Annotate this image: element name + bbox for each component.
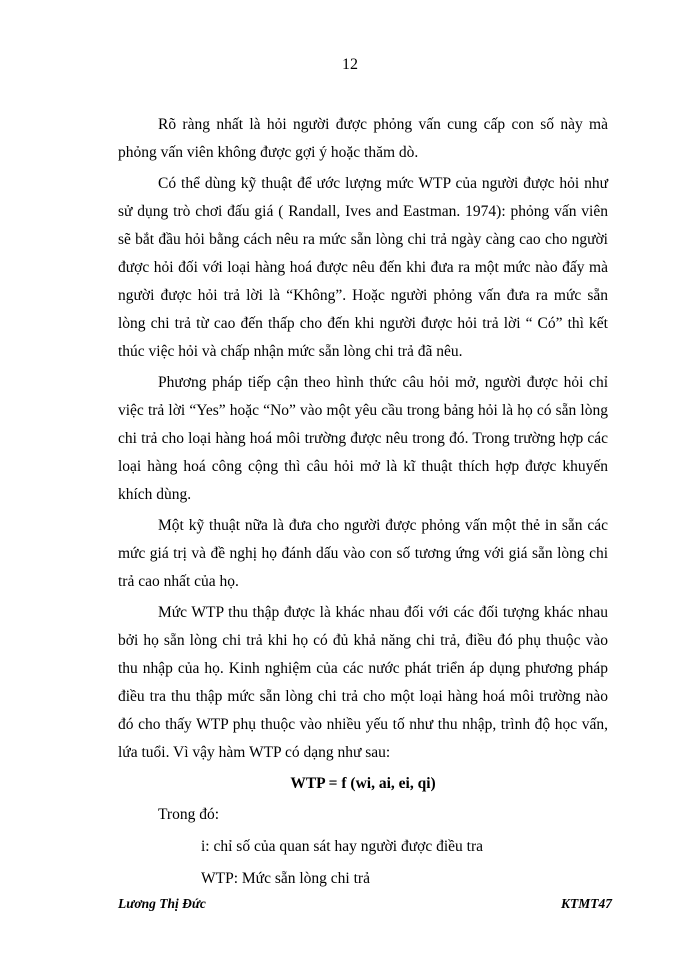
footer-class-code: KTMT47 — [560, 896, 612, 911]
definition-item: WTP: Mức sẵn lòng chi trả — [201, 870, 370, 887]
where-label: Trong đó: — [158, 806, 220, 823]
page-number: 12 — [342, 56, 358, 73]
document-body — [118, 111, 608, 897]
paragraph-direct-question: Rõ ràng nhất là hỏi người được phỏng vấn cung cấp con số này mà phỏng vấn viên không được gợi ý hoặc thăm dò. — [118, 116, 608, 161]
definition-item: i: chỉ số của quan sát hay người được điều tra — [201, 838, 483, 855]
footer-author: Lương Thị Đức — [118, 896, 206, 911]
wtp-formula: WTP = f (wi, ai, ei, qi) — [290, 775, 436, 792]
paragraph-bidding-game: Có thể dùng kỹ thuật để ước lượng mức WTP của người được hỏi như sử dụng trò chơi đấu giá ( Randall, Ives and Eastman. 1974): phỏng vấn viên sẽ bắt đầu hỏi bằng cách nêu ra mức sẵn lòng chi trả ngày càng cao cho người được hỏi đối với loại hàng hoá được nêu đến khi đưa ra một mức nào đấy mà người được hỏi trả lời là “Không”. Hoặc người phỏng vấn đưa ra mức sẵn lòng chi trả từ cao đến thấp cho đến khi người được hỏi trả lời “ Có” thì kết thúc việc hỏi và chấp nhận mức sẵn lòng chi trả đã nêu. — [118, 175, 608, 360]
paragraph-open-question: Phương pháp tiếp cận theo hình thức câu hỏi mở, người được hỏi chỉ việc trả lời “Yes” hoặc “No” vào một yêu cầu trong bảng hỏi là họ có sẵn lòng chi trả cho loại hàng hoá môi trường được nêu trong đó. Trong trường hợp các loại hàng hoá công cộng thì câu hỏi mở là kĩ thuật thích hợp được khuyến khích dùng. — [118, 374, 608, 503]
paragraph-payment-card: Một kỹ thuật nữa là đưa cho người được phỏng vấn một thẻ in sẵn các mức giá trị và đề nghị họ đánh dấu vào con số tương ứng với giá sẵn lòng chi trả cao nhất của họ. — [118, 517, 608, 590]
paragraph-wtp-function: Mức WTP thu thập được là khác nhau đối với các đối tượng khác nhau bởi họ sẵn lòng chi trả khi họ có đủ khả năng chi trả, điều đó phụ thuộc vào thu nhập của họ. Kinh nghiệm của các nước phát triển áp dụng phương pháp điều tra thu thập mức sẵn lòng chi trả cho một loại hàng hoá môi trường nào đó cho thấy WTP phụ thuộc vào nhiều yếu tố như thu nhập, trình độ học vấn, lứa tuổi. Vì vậy hàm WTP có dạng như sau: — [118, 604, 608, 761]
